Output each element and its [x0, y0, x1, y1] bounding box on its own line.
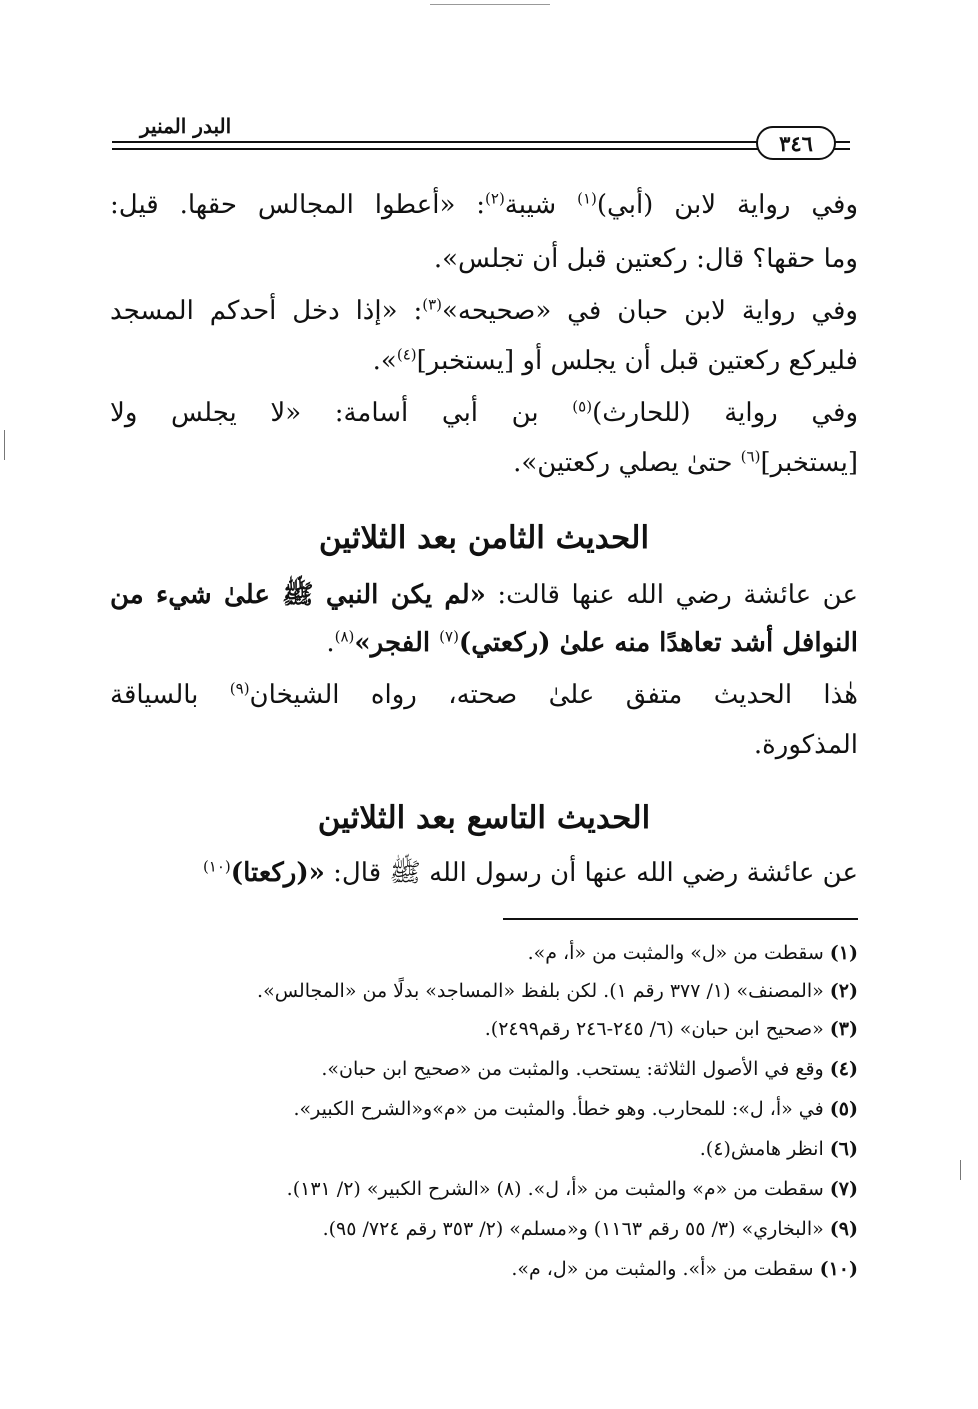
text-line	[110, 398, 858, 428]
text-span: [يستخبر]	[760, 448, 858, 478]
footnote-ref: (٣)	[422, 295, 442, 314]
footnote-ref: (٥)	[572, 397, 593, 416]
footnote-number: (٩)	[829, 1218, 858, 1240]
footnote	[257, 980, 858, 1002]
footnote-text: سقطت من «أ». والمثبت من «ل، م».	[511, 1258, 820, 1280]
footnote-ref: (١)	[577, 189, 597, 208]
text-span: بالسياقة	[110, 680, 230, 710]
text-span: فليركع ركعتين قبل أن يجلس أو [يستخبر]	[416, 346, 858, 376]
text-line: وما حقها؟ قال: ركعتين قبل أن تجلس».	[433, 244, 858, 274]
text-line	[110, 628, 858, 658]
footnote	[700, 1138, 858, 1160]
footnote	[287, 1178, 858, 1200]
footnote-number: (٥)	[829, 1098, 858, 1120]
footnote	[321, 1058, 858, 1080]
footnote	[293, 1098, 858, 1120]
footnote-number: (٣)	[829, 1018, 858, 1040]
page-number: ٣٤٦	[779, 130, 813, 156]
text-span: : «أعطوا المجالس حقها. قيل:	[110, 190, 486, 220]
text-span: : «إذا دخل أحدكم المسجد	[110, 296, 423, 326]
header-rule-upper	[112, 141, 850, 143]
scan-margin-mark	[4, 430, 5, 460]
footnote-text: في «أ، ل»: للمحارب. وهو خطأ. والمثبت من «م»و«الشرح الكبير».	[293, 1098, 830, 1120]
text-line: المذكورة.	[753, 730, 858, 760]
footnote-text: «البخاري» (٣/ ٥٥ رقم ١١٦٣) و«مسلم» (٢/ ٣٥٣ رقم ٧٢٤/ ٩٥).	[322, 1218, 830, 1240]
running-title: البدر المنير	[140, 114, 232, 138]
footnote-text: انظر هامش(٤).	[699, 1138, 830, 1160]
footnote-text: سقطت من «م» والمثبت من «أ، ل». (٨) «الشرح الكبير» (٢/ ١٣١).	[286, 1178, 830, 1200]
footnote-number: (٦)	[829, 1138, 858, 1160]
footnote-text: وقع في الأصول الثلاثة: يستحب. والمثبت من «صحيح ابن حبان».	[321, 1058, 830, 1080]
footnote-number: (١٠)	[819, 1258, 858, 1280]
text-line	[110, 680, 858, 710]
text-line	[110, 448, 858, 478]
footnote-ref: (٧)	[439, 627, 459, 646]
top-scan-rule	[430, 4, 550, 5]
section-heading-38: الحديث الثامن بعد الثلاثين	[318, 520, 650, 556]
footnote-ref: (٨)	[334, 627, 355, 646]
header-rule-lower	[112, 148, 850, 150]
footnote-ref: (٦)	[740, 447, 761, 466]
footnote-number: (١)	[829, 942, 858, 964]
text-span: هٰذا الحديث متفق علىٰ صحته، رواه الشيخان	[249, 680, 858, 710]
footnote-text: «المصنف» (١/ ٣٧٧ رقم ١). لكن بلفظ «المساجد» بدلًا من «المجالس».	[257, 980, 830, 1002]
page-number-badge	[756, 126, 836, 160]
text-span: .	[326, 628, 335, 658]
text-span: عن عائشة رضي الله عنها قالت:	[485, 580, 858, 610]
footnote-ref: (١٠)	[202, 857, 231, 876]
text-span: وفي رواية (للحارث)	[592, 398, 859, 428]
hadith-text: النوافل أشد تعاهدًا منه علىٰ (ركعتي)	[458, 628, 858, 658]
footnote-ref: (٢)	[485, 189, 505, 208]
footnote-text: سقطت من «ل» والمثبت من «أ، م».	[527, 942, 830, 964]
footnote	[323, 1218, 858, 1240]
footnote-number: (٤)	[829, 1058, 858, 1080]
footnote-separator	[503, 918, 858, 920]
text-line	[110, 578, 858, 616]
footnote-text: «صحيح ابن حبان» (٦/ ٢٤٥-٢٤٦ رقم٢٤٩٩).	[484, 1018, 830, 1040]
footnote-number: (٢)	[829, 980, 858, 1002]
hadith-text: «لم يكن النبي ﷺ علىٰ شيء من	[110, 580, 486, 610]
footnote-number: (٧)	[829, 1178, 858, 1200]
text-span: ».	[372, 346, 397, 376]
footnote	[485, 1018, 858, 1040]
text-line	[110, 296, 858, 326]
text-line	[110, 856, 858, 894]
text-span: شيبة	[504, 190, 578, 220]
hadith-text: «(ركعتا)	[230, 858, 325, 888]
hadith-text: الفجر»	[354, 628, 440, 658]
text-span: وفي رواية لابن حبان في «صحيحه»	[442, 296, 858, 326]
footnote	[511, 1258, 858, 1280]
text-span: عن عائشة رضي الله عنها أن رسول الله ﷺ قال:	[324, 858, 858, 888]
section-heading-39: الحديث التاسع بعد الثلاثين	[317, 800, 651, 836]
scan-margin-mark	[960, 1160, 961, 1180]
text-line	[110, 346, 858, 376]
footnote	[528, 942, 858, 964]
footnote-ref: (٩)	[229, 679, 250, 698]
text-span: حتىٰ يصلي ركعتين».	[513, 448, 741, 478]
text-span: وفي رواية لابن (أبي)	[596, 190, 858, 220]
text-span: بن أبي أسامة: «لا يجلس ولا	[110, 398, 573, 428]
footnote-ref: (٤)	[396, 345, 417, 364]
text-line	[110, 190, 858, 220]
